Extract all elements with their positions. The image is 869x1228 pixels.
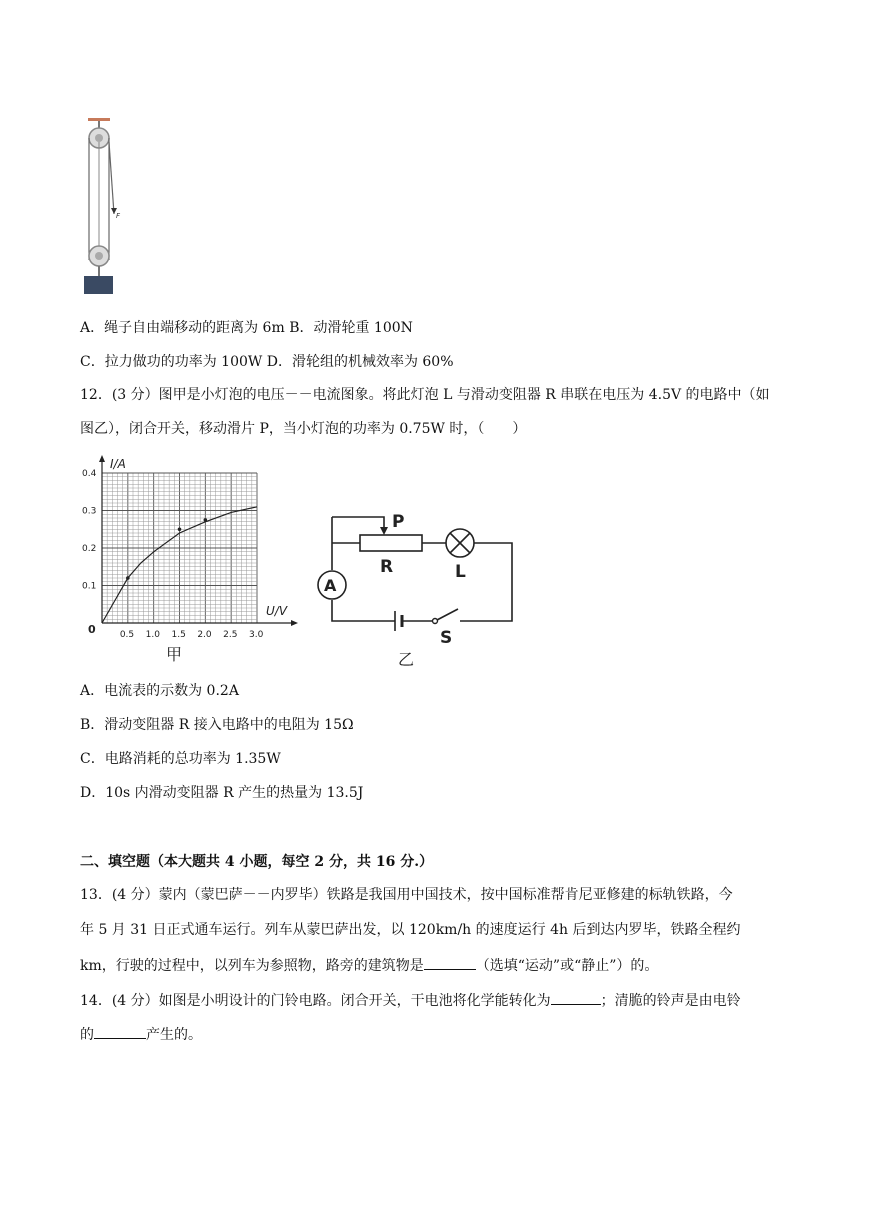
graph-point xyxy=(178,527,182,531)
q14-line2-b: 产生的。 xyxy=(146,1027,202,1043)
y-axis-arrow xyxy=(99,455,105,462)
x-tick-label: 2.0 xyxy=(197,630,212,640)
q14-line1-a: 14．(4 分）如图是小明设计的门铃电路。闭合开关，干电池将化学能转化为 xyxy=(80,993,551,1009)
q11-option-cd: C．拉力做功的功率为 100W D．滑轮组的机械效率为 60% xyxy=(80,354,454,370)
q13-line1: 13．(4 分）蒙内（蒙巴萨－－内罗毕）铁路是我国用中国技术，按中国标准帮肯尼亚修建的标轨铁路，今 xyxy=(80,887,733,903)
y-tick-label: 0.3 xyxy=(82,506,97,517)
circuit-label-ammeter: A xyxy=(324,576,337,595)
x-tick-label: 2.5 xyxy=(223,630,238,640)
circuit-label-s: S xyxy=(440,628,453,648)
y-tick-label: 0.2 xyxy=(82,544,97,554)
q12-option-d: D．10s 内滑动变阻器 R 产生的热量为 13.5J xyxy=(80,785,364,801)
x-tick-label: 1.5 xyxy=(171,630,186,640)
circuit-diagram xyxy=(310,505,530,675)
graph-point xyxy=(204,518,208,522)
q12-stem-line1: 12．(3 分）图甲是小灯泡的电压－－电流图象。将此灯泡 L 与滑动变阻器 R 串联在电压为 4.5V 的电路中（如 xyxy=(80,387,770,403)
graph-grid xyxy=(102,473,257,623)
q12-option-b: B．滑动变阻器 R 接入电路中的电阻为 15Ω xyxy=(80,717,354,733)
circuit-label-r: R xyxy=(380,557,394,577)
q14-line2 xyxy=(80,1024,202,1045)
x-tick-label: 0.5 xyxy=(119,630,135,640)
y-tick-label: 0.4 xyxy=(82,469,97,479)
y-tick-label: 0.1 xyxy=(82,581,97,592)
x-tick-label: 3.0 xyxy=(249,630,264,640)
q12-option-c: C．电路消耗的总功率为 1.35W xyxy=(80,751,281,767)
circuit-label-p: P xyxy=(392,512,405,532)
pulley-figure xyxy=(78,118,128,298)
q13-answer-blank[interactable] xyxy=(424,955,476,970)
q13-line3-b: （选填“运动”或“静止”）的。 xyxy=(475,958,659,974)
q12-stem-line2: 图乙），闭合开关，移动滑片 P，当小灯泡的功率为 0.75W 时，（ ） xyxy=(80,421,527,437)
circuit-caption: 乙 xyxy=(398,650,415,669)
q13-line3 xyxy=(80,955,658,976)
pulley-force-label: F xyxy=(116,212,121,220)
iu-graph xyxy=(80,455,300,670)
q11-option-ab: A．绳子自由端移动的距离为 6m B．动滑轮重 100N xyxy=(80,320,413,336)
q12-option-a: A．电流表的示数为 0.2A xyxy=(80,683,239,699)
q14-answer-blank-2[interactable] xyxy=(94,1024,146,1039)
q14-answer-blank-1[interactable] xyxy=(551,990,601,1005)
x-tick-label: 1.0 xyxy=(145,630,160,640)
q13-line3-a: km，行驶的过程中，以列车为参照物，路旁的建筑物是 xyxy=(80,958,424,974)
circuit-label-l: L xyxy=(455,562,466,582)
x-axis-arrow xyxy=(291,620,298,626)
q13-line2: 年 5 月 31 日正式通车运行。列车从蒙巴萨出发，以 120km/h 的速度运行 4h 后到达内罗毕，铁路全程约 xyxy=(80,922,741,938)
q14-line2-a: 的 xyxy=(80,1027,94,1043)
graph-ylabel: I/A xyxy=(110,457,126,471)
graph-origin: 0 xyxy=(88,623,96,636)
graph-point xyxy=(126,576,130,580)
q14-line1 xyxy=(80,990,741,1011)
graph-xlabel: U/V xyxy=(266,604,288,618)
graph-caption: 甲 xyxy=(166,645,183,664)
section2-heading: 二、填空题（本大题共 4 小题，每空 2 分，共 16 分.） xyxy=(80,854,434,870)
q14-line1-b: ；清脆的铃声是由电铃 xyxy=(600,993,741,1009)
